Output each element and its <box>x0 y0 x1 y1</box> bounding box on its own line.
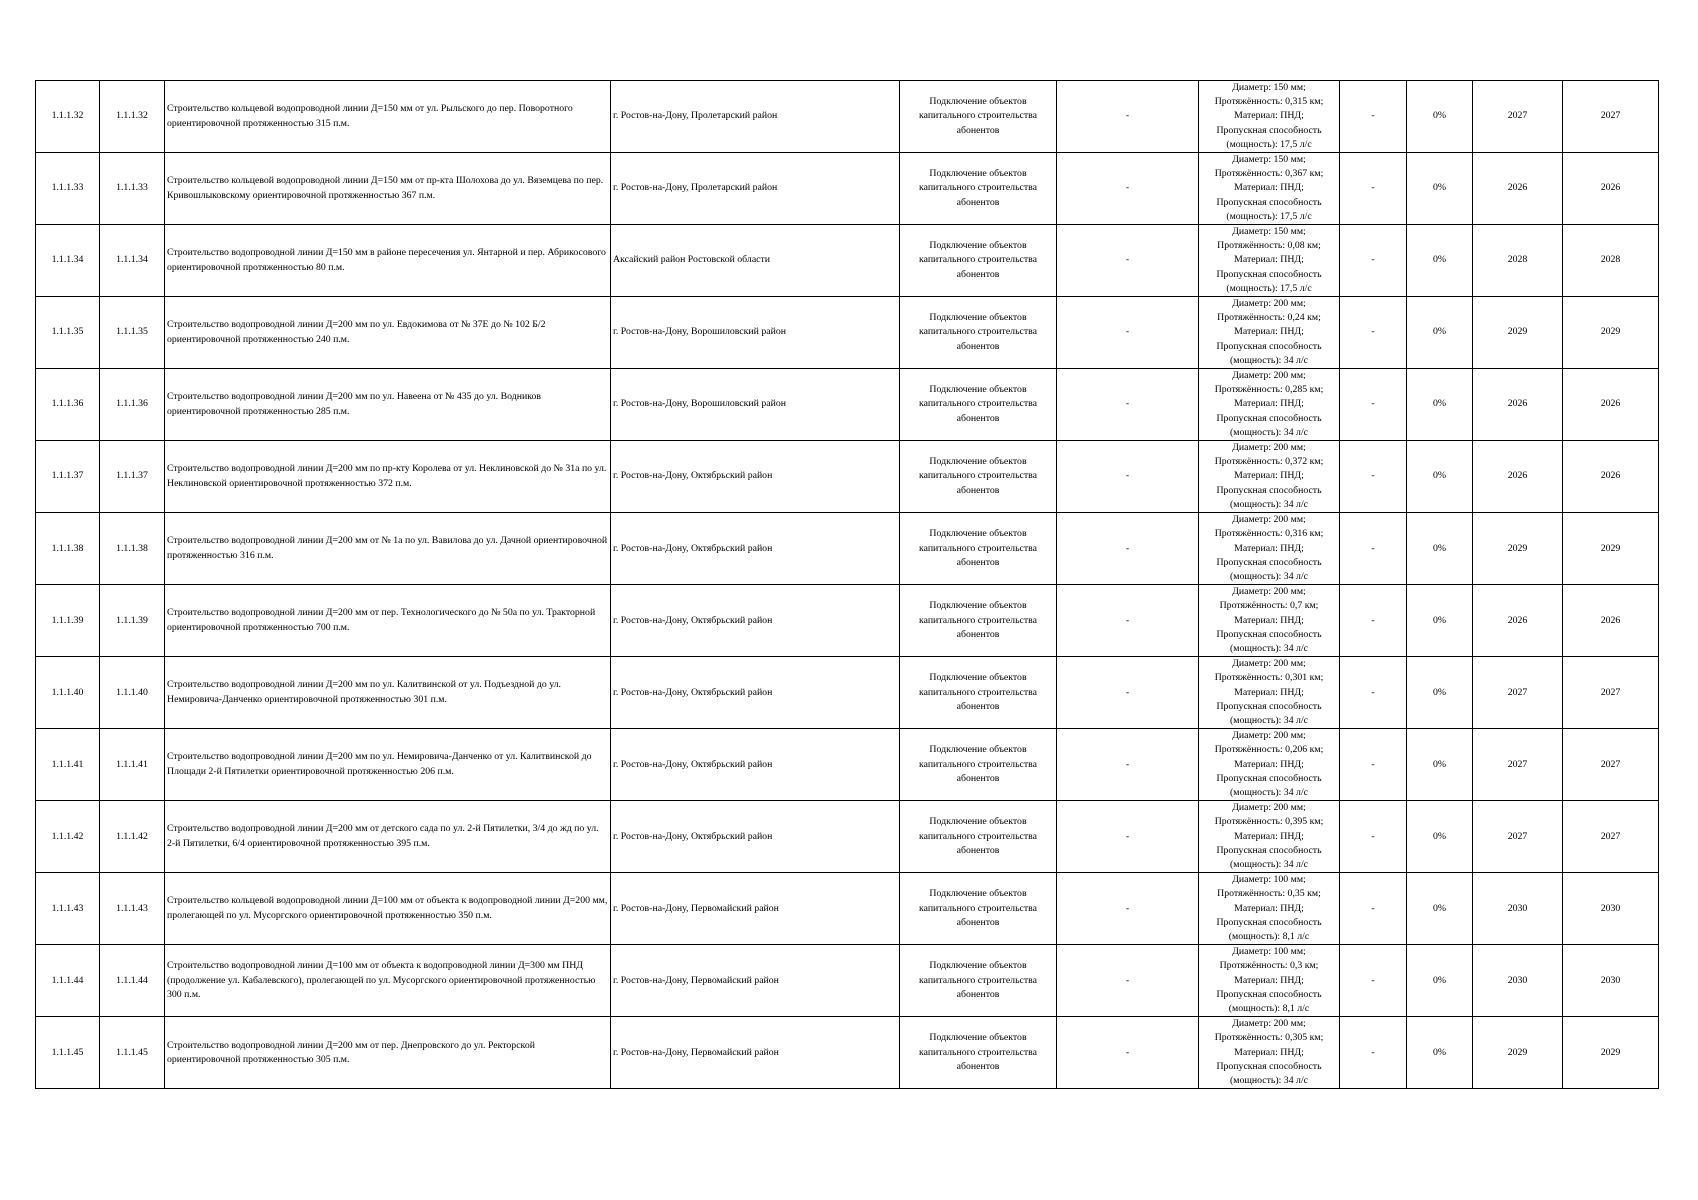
specification-line: Пропускная способность <box>1216 844 1322 856</box>
percent-cell: 0% <box>1407 801 1473 873</box>
end-year-cell: 2030 <box>1563 873 1659 945</box>
end-year-cell: 2027 <box>1563 801 1659 873</box>
dash-cell: - <box>1340 513 1407 585</box>
row-code-cell: 1.1.1.40 <box>100 657 165 729</box>
dash-cell: - <box>1340 945 1407 1017</box>
specification-line: Протяжённость: 0,316 км; <box>1214 528 1324 540</box>
table-row <box>36 297 1659 369</box>
specification-line: Материал: ПНД; <box>1234 254 1304 266</box>
row-code-cell: 1.1.1.32 <box>100 81 165 153</box>
specification-cell <box>1199 81 1340 153</box>
specification-line: Материал: ПНД; <box>1234 542 1304 554</box>
table-row <box>36 945 1659 1017</box>
specification-line: Диаметр: 200 мм; <box>1232 730 1306 742</box>
dash-cell: - <box>1057 153 1199 225</box>
table-row <box>36 585 1659 657</box>
specification-line: Пропускная способность <box>1216 916 1322 928</box>
row-code-cell: 1.1.1.35 <box>100 297 165 369</box>
specification-line: Протяжённость: 0,301 км; <box>1214 672 1324 684</box>
start-year-cell: 2027 <box>1473 729 1563 801</box>
specification-line: Материал: ПНД; <box>1234 326 1304 338</box>
specification-line: Материал: ПНД; <box>1234 974 1304 986</box>
row-number-cell: 1.1.1.35 <box>36 297 100 369</box>
row-number-cell: 1.1.1.36 <box>36 369 100 441</box>
specification-line: Материал: ПНД; <box>1234 758 1304 770</box>
specification-line: Диаметр: 100 мм; <box>1232 946 1306 958</box>
specification-line: Протяжённость: 0,367 км; <box>1214 168 1324 180</box>
row-code-cell: 1.1.1.38 <box>100 513 165 585</box>
table-row <box>36 873 1659 945</box>
specification-line: Пропускная способность <box>1216 556 1322 568</box>
start-year-cell: 2030 <box>1473 873 1563 945</box>
dash-cell: - <box>1340 585 1407 657</box>
dash-cell: - <box>1340 1017 1407 1089</box>
start-year-cell: 2026 <box>1473 585 1563 657</box>
dash-cell: - <box>1340 81 1407 153</box>
description-cell: Строительство кольцевой водопроводной линии Д=150 мм от ул. Рыльского до пер. Поворотного ориентировочной протяженностью 315 п.м. <box>165 81 611 153</box>
description-cell: Строительство водопроводной линии Д=200 мм от пер. Днепровского до ул. Ректорской ориентировочной протяженностью 305 п.м. <box>165 1017 611 1089</box>
specification-cell <box>1199 513 1340 585</box>
specification-line: Диаметр: 200 мм; <box>1232 658 1306 670</box>
specification-line: (мощность): 34 л/с <box>1229 498 1309 510</box>
location-cell: г. Ростов-на-Дону, Пролетарский район <box>611 81 900 153</box>
description-cell: Строительство водопроводной линии Д=200 мм от пер. Технологического до № 50а по ул. Тракторной ориентировочной протяженностью 700 п.м. <box>165 585 611 657</box>
dash-cell: - <box>1340 153 1407 225</box>
dash-cell: - <box>1057 585 1199 657</box>
specification-line: Материал: ПНД; <box>1234 902 1304 914</box>
purpose-cell: Подключение объектов капитального строительства абонентов <box>900 369 1057 441</box>
specification-line: (мощность): 34 л/с <box>1229 786 1309 798</box>
specification-line: Материал: ПНД; <box>1234 182 1304 194</box>
specification-line: Диаметр: 150 мм; <box>1232 226 1306 238</box>
dash-cell: - <box>1057 1017 1199 1089</box>
end-year-cell: 2027 <box>1563 81 1659 153</box>
row-code-cell: 1.1.1.33 <box>100 153 165 225</box>
row-code-cell: 1.1.1.36 <box>100 369 165 441</box>
specification-cell <box>1199 801 1340 873</box>
specification-line: Протяжённость: 0,395 км; <box>1214 816 1324 828</box>
table-row <box>36 225 1659 297</box>
percent-cell: 0% <box>1407 729 1473 801</box>
dash-cell: - <box>1057 657 1199 729</box>
location-cell: г. Ростов-на-Дону, Ворошиловский район <box>611 369 900 441</box>
row-code-cell: 1.1.1.41 <box>100 729 165 801</box>
specification-line: Протяжённость: 0,7 км; <box>1219 600 1319 612</box>
location-cell: г. Ростов-на-Дону, Первомайский район <box>611 873 900 945</box>
specification-line: Материал: ПНД; <box>1234 398 1304 410</box>
description-cell: Строительство водопроводной линии Д=100 мм от объекта к водопроводной линии Д=300 мм ПНД (продолжение ул. Кабалевского), пролегающей по ул. Мусоргского ориентировочной протяженностью 300 п.м. <box>165 945 611 1017</box>
specification-line: (мощность): 34 л/с <box>1229 642 1309 654</box>
specification-line: Протяжённость: 0,24 км; <box>1217 312 1321 324</box>
dash-cell: - <box>1057 729 1199 801</box>
location-cell: Аксайский район Ростовской области <box>611 225 900 297</box>
table-row <box>36 657 1659 729</box>
percent-cell: 0% <box>1407 369 1473 441</box>
end-year-cell: 2026 <box>1563 369 1659 441</box>
dash-cell: - <box>1057 81 1199 153</box>
dash-cell: - <box>1057 297 1199 369</box>
location-cell: г. Ростов-на-Дону, Октябрьский район <box>611 729 900 801</box>
row-number-cell: 1.1.1.44 <box>36 945 100 1017</box>
specification-line: Протяжённость: 0,206 км; <box>1214 744 1324 756</box>
specification-line: Протяжённость: 0,3 км; <box>1219 960 1319 972</box>
percent-cell: 0% <box>1407 297 1473 369</box>
dash-cell: - <box>1057 873 1199 945</box>
row-number-cell: 1.1.1.38 <box>36 513 100 585</box>
specification-cell <box>1199 225 1340 297</box>
specification-line: Пропускная способность <box>1216 412 1322 424</box>
purpose-cell: Подключение объектов капитального строительства абонентов <box>900 657 1057 729</box>
percent-cell: 0% <box>1407 153 1473 225</box>
row-number-cell: 1.1.1.42 <box>36 801 100 873</box>
specification-cell <box>1199 945 1340 1017</box>
specification-line: Диаметр: 200 мм; <box>1232 802 1306 814</box>
specification-line: Пропускная способность <box>1216 1060 1322 1072</box>
specification-line: Пропускная способность <box>1216 268 1322 280</box>
location-cell: г. Ростов-на-Дону, Ворошиловский район <box>611 297 900 369</box>
location-cell: г. Ростов-на-Дону, Первомайский район <box>611 945 900 1017</box>
end-year-cell: 2026 <box>1563 585 1659 657</box>
purpose-cell: Подключение объектов капитального строительства абонентов <box>900 945 1057 1017</box>
specification-cell <box>1199 369 1340 441</box>
dash-cell: - <box>1340 657 1407 729</box>
end-year-cell: 2026 <box>1563 153 1659 225</box>
dash-cell: - <box>1057 945 1199 1017</box>
location-cell: г. Ростов-на-Дону, Октябрьский район <box>611 657 900 729</box>
row-code-cell: 1.1.1.44 <box>100 945 165 1017</box>
specification-line: (мощность): 34 л/с <box>1229 426 1309 438</box>
row-code-cell: 1.1.1.42 <box>100 801 165 873</box>
start-year-cell: 2029 <box>1473 1017 1563 1089</box>
specification-line: Протяжённость: 0,372 км; <box>1214 456 1324 468</box>
start-year-cell: 2029 <box>1473 297 1563 369</box>
specification-line: Пропускная способность <box>1216 124 1322 136</box>
specification-line: Пропускная способность <box>1216 196 1322 208</box>
location-cell: г. Ростов-на-Дону, Октябрьский район <box>611 513 900 585</box>
specification-line: (мощность): 34 л/с <box>1229 354 1309 366</box>
specification-line: Материал: ПНД; <box>1234 1046 1304 1058</box>
specification-line: Диаметр: 200 мм; <box>1232 1018 1306 1030</box>
specification-line: Материал: ПНД; <box>1234 686 1304 698</box>
end-year-cell: 2027 <box>1563 657 1659 729</box>
location-cell: г. Ростов-на-Дону, Октябрьский район <box>611 801 900 873</box>
row-code-cell: 1.1.1.37 <box>100 441 165 513</box>
specification-line: Диаметр: 100 мм; <box>1232 874 1306 886</box>
specification-line: Диаметр: 200 мм; <box>1232 586 1306 598</box>
specification-line: Протяжённость: 0,315 км; <box>1214 96 1324 108</box>
specification-line: (мощность): 17,5 л/с <box>1226 138 1312 150</box>
purpose-cell: Подключение объектов капитального строительства абонентов <box>900 225 1057 297</box>
purpose-cell: Подключение объектов капитального строительства абонентов <box>900 153 1057 225</box>
purpose-cell: Подключение объектов капитального строительства абонентов <box>900 801 1057 873</box>
end-year-cell: 2029 <box>1563 1017 1659 1089</box>
dash-cell: - <box>1340 369 1407 441</box>
specification-cell <box>1199 873 1340 945</box>
specification-line: Пропускная способность <box>1216 988 1322 1000</box>
description-cell: Строительство водопроводной линии Д=150 мм в районе пересечения ул. Янтарной и пер. Абрикосового ориентировочной протяженностью 80 п.м. <box>165 225 611 297</box>
start-year-cell: 2027 <box>1473 657 1563 729</box>
dash-cell: - <box>1340 225 1407 297</box>
purpose-cell: Подключение объектов капитального строительства абонентов <box>900 873 1057 945</box>
dash-cell: - <box>1057 441 1199 513</box>
row-number-cell: 1.1.1.43 <box>36 873 100 945</box>
percent-cell: 0% <box>1407 585 1473 657</box>
end-year-cell: 2027 <box>1563 729 1659 801</box>
investment-program-table <box>35 80 1659 1089</box>
specification-line: Протяжённость: 0,35 км; <box>1217 888 1321 900</box>
purpose-cell: Подключение объектов капитального строительства абонентов <box>900 729 1057 801</box>
percent-cell: 0% <box>1407 81 1473 153</box>
end-year-cell: 2029 <box>1563 297 1659 369</box>
dash-cell: - <box>1340 729 1407 801</box>
purpose-cell: Подключение объектов капитального строительства абонентов <box>900 81 1057 153</box>
table-row <box>36 153 1659 225</box>
specification-line: Протяжённость: 0,285 км; <box>1214 384 1324 396</box>
specification-line: Пропускная способность <box>1216 484 1322 496</box>
dash-cell: - <box>1340 873 1407 945</box>
description-cell: Строительство водопроводной линии Д=200 мм от № 1а по ул. Вавилова до ул. Дачной ориентировочной протяженностью 316 п.м. <box>165 513 611 585</box>
start-year-cell: 2026 <box>1473 153 1563 225</box>
dash-cell: - <box>1057 801 1199 873</box>
table-row <box>36 513 1659 585</box>
percent-cell: 0% <box>1407 873 1473 945</box>
specification-cell <box>1199 297 1340 369</box>
specification-line: Материал: ПНД; <box>1234 110 1304 122</box>
description-cell: Строительство водопроводной линии Д=200 мм по ул. Евдокимова от № 37Е до № 102 Б/2 ориентировочной протяженностью 240 п.м. <box>165 297 611 369</box>
location-cell: г. Ростов-на-Дону, Пролетарский район <box>611 153 900 225</box>
specification-cell <box>1199 585 1340 657</box>
dash-cell: - <box>1057 369 1199 441</box>
percent-cell: 0% <box>1407 441 1473 513</box>
row-code-cell: 1.1.1.43 <box>100 873 165 945</box>
row-number-cell: 1.1.1.34 <box>36 225 100 297</box>
end-year-cell: 2028 <box>1563 225 1659 297</box>
row-code-cell: 1.1.1.45 <box>100 1017 165 1089</box>
percent-cell: 0% <box>1407 1017 1473 1089</box>
table-row <box>36 729 1659 801</box>
percent-cell: 0% <box>1407 225 1473 297</box>
specification-line: Протяжённость: 0,305 км; <box>1214 1032 1324 1044</box>
specification-cell <box>1199 153 1340 225</box>
specification-line: Пропускная способность <box>1216 628 1322 640</box>
percent-cell: 0% <box>1407 945 1473 1017</box>
specification-line: Диаметр: 200 мм; <box>1232 442 1306 454</box>
start-year-cell: 2026 <box>1473 369 1563 441</box>
dash-cell: - <box>1340 297 1407 369</box>
location-cell: г. Ростов-на-Дону, Октябрьский район <box>611 441 900 513</box>
row-number-cell: 1.1.1.45 <box>36 1017 100 1089</box>
specification-line: Диаметр: 200 мм; <box>1232 370 1306 382</box>
specification-line: Материал: ПНД; <box>1234 614 1304 626</box>
specification-line: (мощность): 34 л/с <box>1229 570 1309 582</box>
end-year-cell: 2030 <box>1563 945 1659 1017</box>
start-year-cell: 2028 <box>1473 225 1563 297</box>
percent-cell: 0% <box>1407 513 1473 585</box>
specification-line: Диаметр: 150 мм; <box>1232 82 1306 93</box>
purpose-cell: Подключение объектов капитального строительства абонентов <box>900 585 1057 657</box>
row-code-cell: 1.1.1.34 <box>100 225 165 297</box>
description-cell: Строительство кольцевой водопроводной линии Д=150 мм от пр-кта Шолохова до ул. Вяземцева по пер. Кривошлыковскому ориентировочной протяженностью 367 п.м. <box>165 153 611 225</box>
table-row <box>36 81 1659 153</box>
specification-line: (мощность): 17,5 л/с <box>1226 282 1312 294</box>
description-cell: Строительство водопроводной линии Д=200 мм от детского сада по ул. 2-й Пятилетки, 3/4 до жд по ул. 2-й Пятилетки, 6/4 ориентировочной протяженностью 395 п.м. <box>165 801 611 873</box>
location-cell: г. Ростов-на-Дону, Октябрьский район <box>611 585 900 657</box>
row-number-cell: 1.1.1.40 <box>36 657 100 729</box>
description-cell: Строительство водопроводной линии Д=200 мм по пр-кту Королева от ул. Неклиновской до № 31а по ул. Неклиновской ориентировочной протяженностью 372 п.м. <box>165 441 611 513</box>
table-row <box>36 441 1659 513</box>
specification-line: Диаметр: 150 мм; <box>1232 154 1306 166</box>
description-cell: Строительство водопроводной линии Д=200 мм по ул. Навеена от № 435 до ул. Водников ориентировочной протяженностью 285 п.м. <box>165 369 611 441</box>
purpose-cell: Подключение объектов капитального строительства абонентов <box>900 513 1057 585</box>
table-row <box>36 801 1659 873</box>
specification-line: (мощность): 17,5 л/с <box>1226 210 1312 222</box>
specification-line: Пропускная способность <box>1216 340 1322 352</box>
dash-cell: - <box>1057 513 1199 585</box>
specification-line: Пропускная способность <box>1216 700 1322 712</box>
specification-line: (мощность): 8,1 л/с <box>1228 1003 1310 1014</box>
purpose-cell: Подключение объектов капитального строительства абонентов <box>900 1017 1057 1089</box>
specification-line: (мощность): 34 л/с <box>1229 858 1309 870</box>
row-number-cell: 1.1.1.32 <box>36 81 100 153</box>
row-code-cell: 1.1.1.39 <box>100 585 165 657</box>
description-cell: Строительство водопроводной линии Д=200 мм по ул. Калитвинской от ул. Подъездной до ул. Немировича-Данченко ориентировочной протяженностью 301 п.м. <box>165 657 611 729</box>
start-year-cell: 2030 <box>1473 945 1563 1017</box>
description-cell: Строительство кольцевой водопроводной линии Д=100 мм от объекта к водопроводной линии Д=200 мм, пролегающей по ул. Мусоргского ориентировочной протяженностью 350 п.м. <box>165 873 611 945</box>
specification-cell <box>1199 729 1340 801</box>
row-number-cell: 1.1.1.37 <box>36 441 100 513</box>
table-row <box>36 369 1659 441</box>
specification-line: Диаметр: 200 мм; <box>1232 298 1306 310</box>
location-cell: г. Ростов-на-Дону, Первомайский район <box>611 1017 900 1089</box>
description-cell: Строительство водопроводной линии Д=200 мм по ул. Немировича-Данченко от ул. Калитвинской до Площади 2-й Пятилетки ориентировочной протяженностью 206 п.м. <box>165 729 611 801</box>
dash-cell: - <box>1340 801 1407 873</box>
start-year-cell: 2027 <box>1473 81 1563 153</box>
start-year-cell: 2029 <box>1473 513 1563 585</box>
specification-line: (мощность): 34 л/с <box>1229 714 1309 726</box>
end-year-cell: 2026 <box>1563 441 1659 513</box>
dash-cell: - <box>1340 441 1407 513</box>
specification-line: Пропускная способность <box>1216 772 1322 784</box>
specification-line: (мощность): 34 л/с <box>1229 1075 1309 1087</box>
start-year-cell: 2027 <box>1473 801 1563 873</box>
specification-cell <box>1199 657 1340 729</box>
start-year-cell: 2026 <box>1473 441 1563 513</box>
specification-cell <box>1199 1017 1340 1089</box>
purpose-cell: Подключение объектов капитального строительства абонентов <box>900 441 1057 513</box>
dash-cell: - <box>1057 225 1199 297</box>
specification-line: Диаметр: 200 мм; <box>1232 514 1306 526</box>
specification-line: Материал: ПНД; <box>1234 470 1304 482</box>
specification-cell <box>1199 441 1340 513</box>
row-number-cell: 1.1.1.41 <box>36 729 100 801</box>
percent-cell: 0% <box>1407 657 1473 729</box>
end-year-cell: 2029 <box>1563 513 1659 585</box>
specification-line: Протяжённость: 0,08 км; <box>1217 240 1321 252</box>
purpose-cell: Подключение объектов капитального строительства абонентов <box>900 297 1057 369</box>
row-number-cell: 1.1.1.33 <box>36 153 100 225</box>
specification-line: Материал: ПНД; <box>1234 830 1304 842</box>
row-number-cell: 1.1.1.39 <box>36 585 100 657</box>
table-row <box>36 1017 1659 1089</box>
specification-line: (мощность): 8,1 л/с <box>1228 930 1310 942</box>
